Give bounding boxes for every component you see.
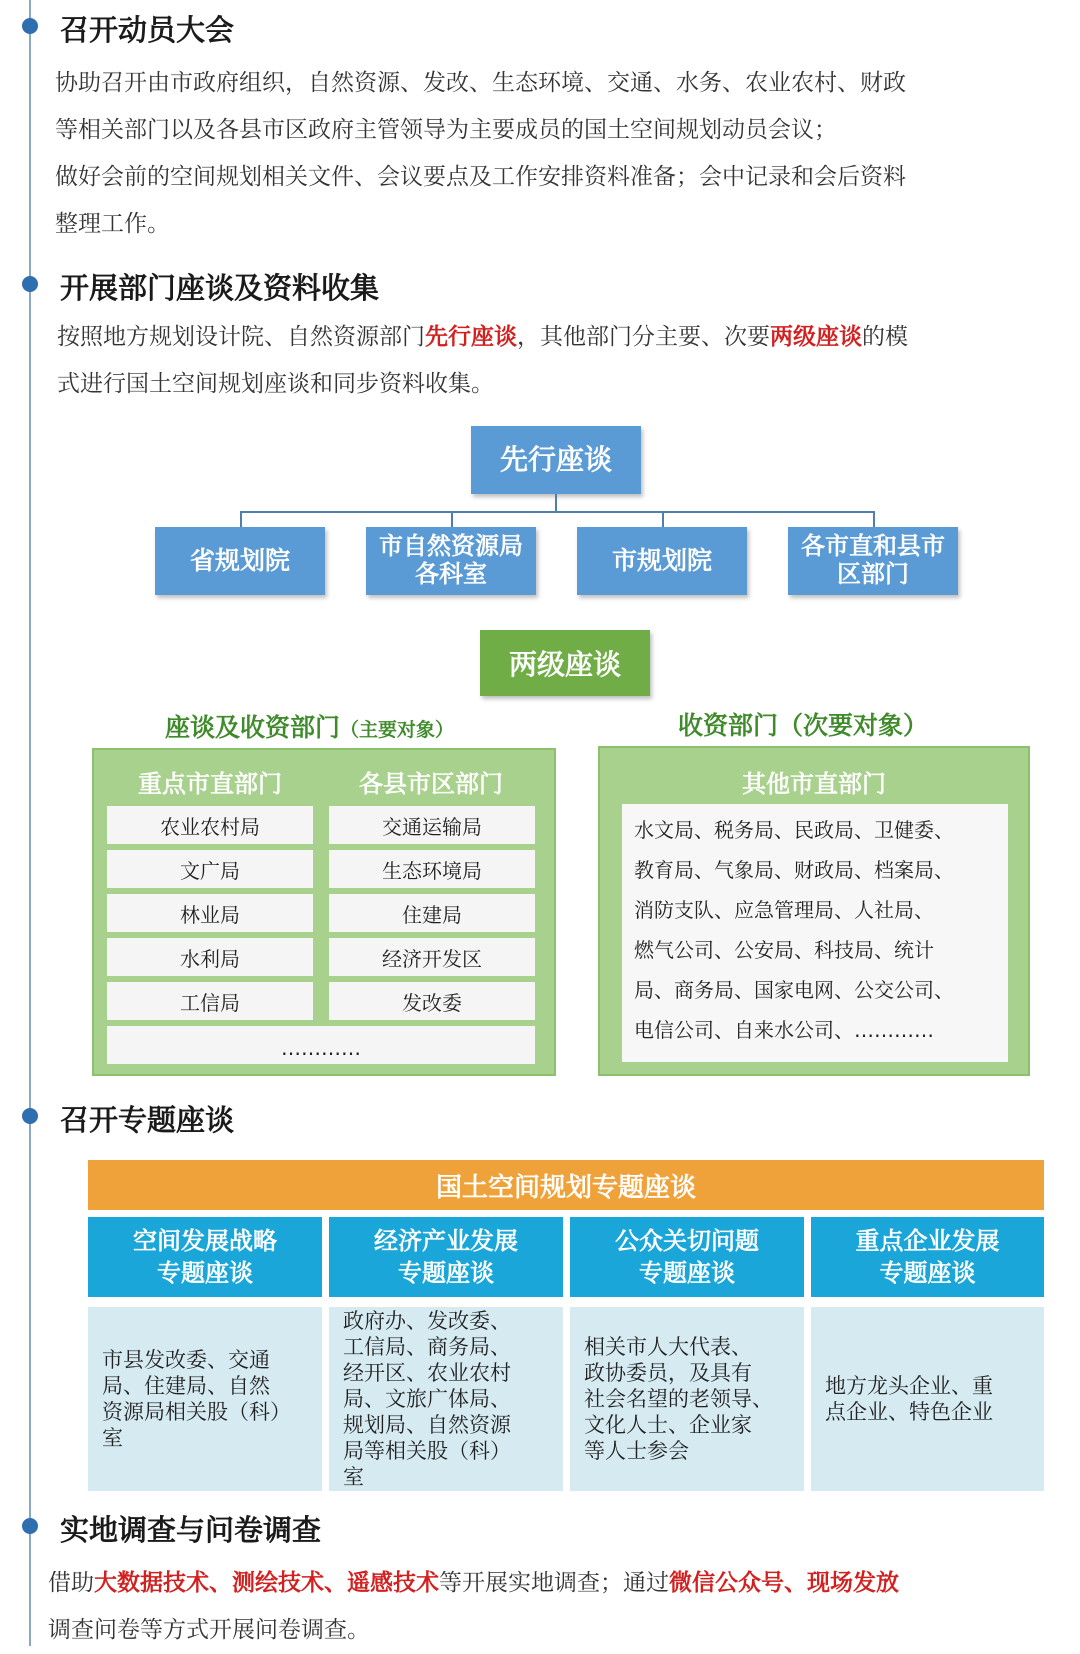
other-line: 消防支队、应急管理局、人社局、 (634, 898, 934, 922)
child-box-3: 市规划院 (577, 527, 747, 595)
other-line: 教育局、气象局、财政局、档案局、 (634, 858, 954, 882)
timeline-dot-1 (22, 18, 38, 34)
s1-line-2: 等相关部门以及各县市区政府主管领导为主要成员的国土空间规划动员会议； (55, 117, 837, 143)
root-box-liangji: 两级座谈 (480, 630, 650, 696)
topic-head-1: 空间发展战略 专题座谈 (88, 1217, 322, 1297)
highlight-liangji: 两级座谈 (770, 324, 862, 350)
dept-cell: 住建局 (329, 894, 535, 932)
s4-line-1: 借助大数据技术、测绘技术、遥感技术等开展实地调查；通过微信公众号、现场发放 (48, 1570, 899, 1596)
topic-head-2: 经济产业发展 专题座谈 (329, 1217, 563, 1297)
s4-line-2: 调查问卷等方式开展问卷调查。 (48, 1617, 370, 1643)
child-box-2: 市自然资源局 各科室 (366, 527, 536, 595)
topic-head-4: 重点企业发展 专题座谈 (811, 1217, 1044, 1297)
dept-cell: 农业农村局 (107, 806, 313, 844)
timeline-dot-3 (22, 1108, 38, 1124)
other-line: 燃气公司、公安局、科技局、统计 (634, 938, 934, 962)
topic-body-1: 市县发改委、交通 局、住建局、自然 资源局相关股（科） 室 (88, 1307, 322, 1491)
dept-cell: 生态环境局 (329, 850, 535, 888)
left-col2-head: 各县市区部门 (359, 770, 503, 798)
right-group-label: 收资部门（次要对象） (678, 711, 929, 740)
left-group-label: 座谈及收资部门（主要对象） (165, 713, 455, 742)
timeline-line (29, 0, 31, 1646)
connector-stem (555, 494, 557, 512)
s1-line-4: 整理工作。 (55, 211, 170, 237)
s2-line-1: 按照地方规划设计院、自然资源部门先行座谈，其他部门分主要、次要两级座谈的模 (57, 324, 908, 350)
connector-drop-3 (662, 511, 664, 527)
child-box-4: 各市直和县市 区部门 (788, 527, 958, 595)
connector-drop-4 (873, 511, 875, 527)
left-col1-head: 重点市直部门 (138, 770, 282, 798)
connector-drop-2 (451, 511, 453, 527)
section-title-4: 实地调查与问卷调查 (60, 1513, 322, 1547)
topic-head-3: 公众关切问题 专题座谈 (570, 1217, 804, 1297)
topic-body-2: 政府办、发改委、 工信局、商务局、 经开区、农业农村 局、文旅广体局、 规划局、自然资源 局等相关股（科） 室 (329, 1307, 563, 1491)
topic-body-3: 相关市人大代表、 政协委员，及具有 社会名望的老领导、 文化人士、企业家 等人士参会 (570, 1307, 804, 1491)
timeline-dot-4 (22, 1518, 38, 1534)
root-box-xianxing: 先行座谈 (471, 426, 641, 494)
other-line: 电信公司、自来水公司、………… (634, 1018, 934, 1042)
highlight-xianxing: 先行座谈 (425, 324, 517, 350)
dept-cell: 经济开发区 (329, 938, 535, 976)
other-depts-box (622, 804, 1008, 1062)
timeline-dot-2 (22, 276, 38, 292)
dept-cell: 工信局 (107, 982, 313, 1020)
dept-cell: 文广局 (107, 850, 313, 888)
child-box-1: 省规划院 (155, 527, 325, 595)
s1-line-1: 协助召开由市政府组织，自然资源、发改、生态环境、交通、水务、农业农村、财政 (55, 70, 906, 96)
section-title-1: 召开动员大会 (60, 13, 235, 47)
dept-cell: 发改委 (329, 982, 535, 1020)
other-line: 水文局、税务局、民政局、卫健委、 (634, 818, 954, 842)
topic-title-bar: 国土空间规划专题座谈 (88, 1160, 1044, 1210)
topic-body-4: 地方龙头企业、重 点企业、特色企业 (811, 1307, 1044, 1491)
highlight-tech: 大数据技术、测绘技术、遥感技术 (94, 1570, 439, 1596)
section-title-3: 召开专题座谈 (60, 1103, 235, 1137)
section-title-2: 开展部门座谈及资料收集 (60, 271, 380, 305)
dept-cell: 水利局 (107, 938, 313, 976)
highlight-wechat: 微信公众号、现场发放 (669, 1570, 899, 1596)
left-panel-footer: ………… (107, 1026, 535, 1064)
section-2-text (57, 314, 908, 408)
dept-cell: 林业局 (107, 894, 313, 932)
s2-line-2: 式进行国土空间规划座谈和同步资料收集。 (57, 371, 494, 397)
other-line: 局、商务局、国家电网、公交公司、 (634, 978, 954, 1002)
right-panel-head: 其他市直部门 (742, 770, 886, 798)
dept-cell: 交通运输局 (329, 806, 535, 844)
connector-horizontal (240, 511, 874, 513)
s1-line-3: 做好会前的空间规划相关文件、会议要点及工作安排资料准备；会中记录和会后资料 (55, 164, 906, 190)
connector-drop-1 (240, 511, 242, 527)
section-4-text (48, 1560, 899, 1654)
section-1-text (55, 60, 906, 248)
